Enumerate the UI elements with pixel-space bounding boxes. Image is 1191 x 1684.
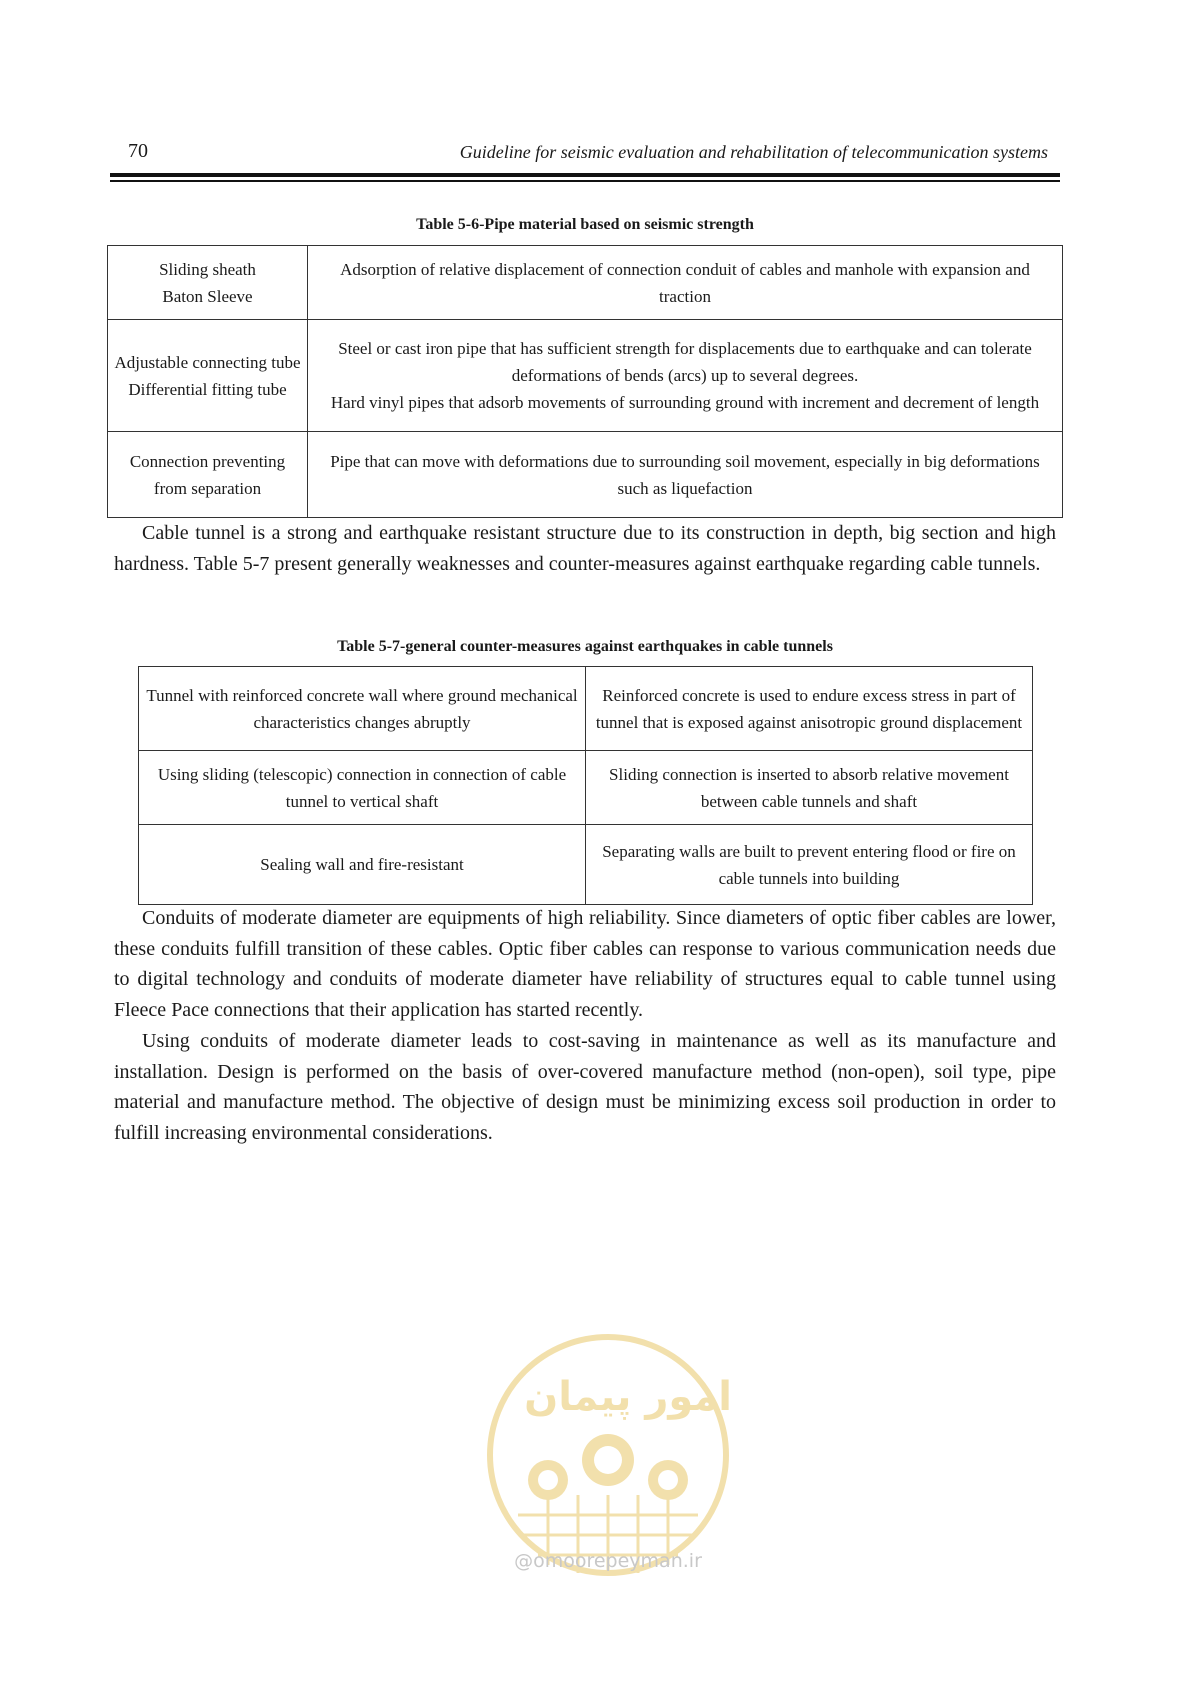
table-row [139,751,1033,825]
table-cell [308,246,1063,320]
table-cell [108,246,308,320]
cell-line: Connection preventing from separation [129,451,286,498]
cable-tunnel-countermeasures-table [138,666,1033,905]
table-cell [308,432,1063,518]
table-row [108,432,1063,518]
table-row [108,246,1063,320]
table-cell: Sealing wall and fire-resistant [139,825,586,905]
header-rule-thick [110,173,1060,177]
watermark-logo-text: امور پیمان [524,1374,732,1420]
watermark-logo [478,1325,738,1585]
table-cell: Tunnel with reinforced concrete wall where ground mechanical characteristics changes abruptly [139,667,586,751]
table-cell: Using sliding (telescopic) connection in connection of cable tunnel to vertical shaft [139,751,586,825]
table-row [139,825,1033,905]
cell-line: Hard vinyl pipes that adsorb movements of surrounding ground with increment and decrement of length [330,393,1040,412]
pipe-material-table [107,245,1063,518]
table-cell: Reinforced concrete is used to endure excess stress in part of tunnel that is exposed against anisotropic ground displacement [586,667,1033,751]
watermark-url: @omoorepeyman.ir [514,1550,702,1572]
paragraph: Conduits of moderate diameter are equipments of high reliability. Since diameters of optic fiber cables are lower, these conduits fulfill transition of these cables. Optic fiber cables can response to various communication needs due to digital technology and conduits of moderate diameter have reliability of structures equal to cable tunnel using Fleece Pace connections that their application has started recently. [114,907,1056,1021]
cell-line: Sliding sheath [159,259,256,279]
table-cell [108,432,308,518]
page-header [128,140,1048,170]
header-rule-thin [110,180,1060,182]
table-row [108,320,1063,432]
page-number: 70 [128,140,148,162]
table-cell [308,320,1063,432]
cell-line: Adjustable connecting tube [114,352,301,372]
table-cell: Sliding connection is inserted to absorb relative movement between cable tunnels and shaft [586,751,1033,825]
cell-line: Steel or cast iron pipe that has sufficient strength for displacements due to earthquake and can tolerate deformations of bends (arcs) up to several degrees. [338,339,1032,385]
running-title: Guideline for seismic evaluation and rehabilitation of telecommunication systems [459,142,1048,162]
table1-caption: Table 5-6-Pipe material based on seismic strength [416,216,754,233]
paragraph: Using conduits of moderate diameter leads to cost-saving in maintenance as well as its manufacture and installation. Design is performed on the basis of over-covered manufacture method (non-open), soil type, pipe material and manufacture method. The objective of design must be minimizing excess soil production in order to fulfill increasing environmental considerations. [114,1030,1056,1144]
table-cell: Separating walls are built to prevent entering flood or fire on cable tunnels into building [586,825,1033,905]
paragraph: Cable tunnel is a strong and earthquake resistant structure due to its construction in depth, big section and high hardness. Table 5-7 present generally weaknesses and counter-measures against earthquake regarding cable tunnels. [114,522,1056,575]
table-row [139,667,1033,751]
cell-line: Adsorption of relative displacement of connection conduit of cables and manhole with expansion and traction [340,259,1030,306]
cell-line: Baton Sleeve [162,286,253,306]
table-cell [108,320,308,432]
cell-line: Differential fitting tube [128,379,287,399]
table2-caption: Table 5-7-general counter-measures against earthquakes in cable tunnels [337,638,833,655]
cell-line: Pipe that can move with deformations due to surrounding soil movement, especially in big deformations such as liquefaction [330,451,1040,498]
